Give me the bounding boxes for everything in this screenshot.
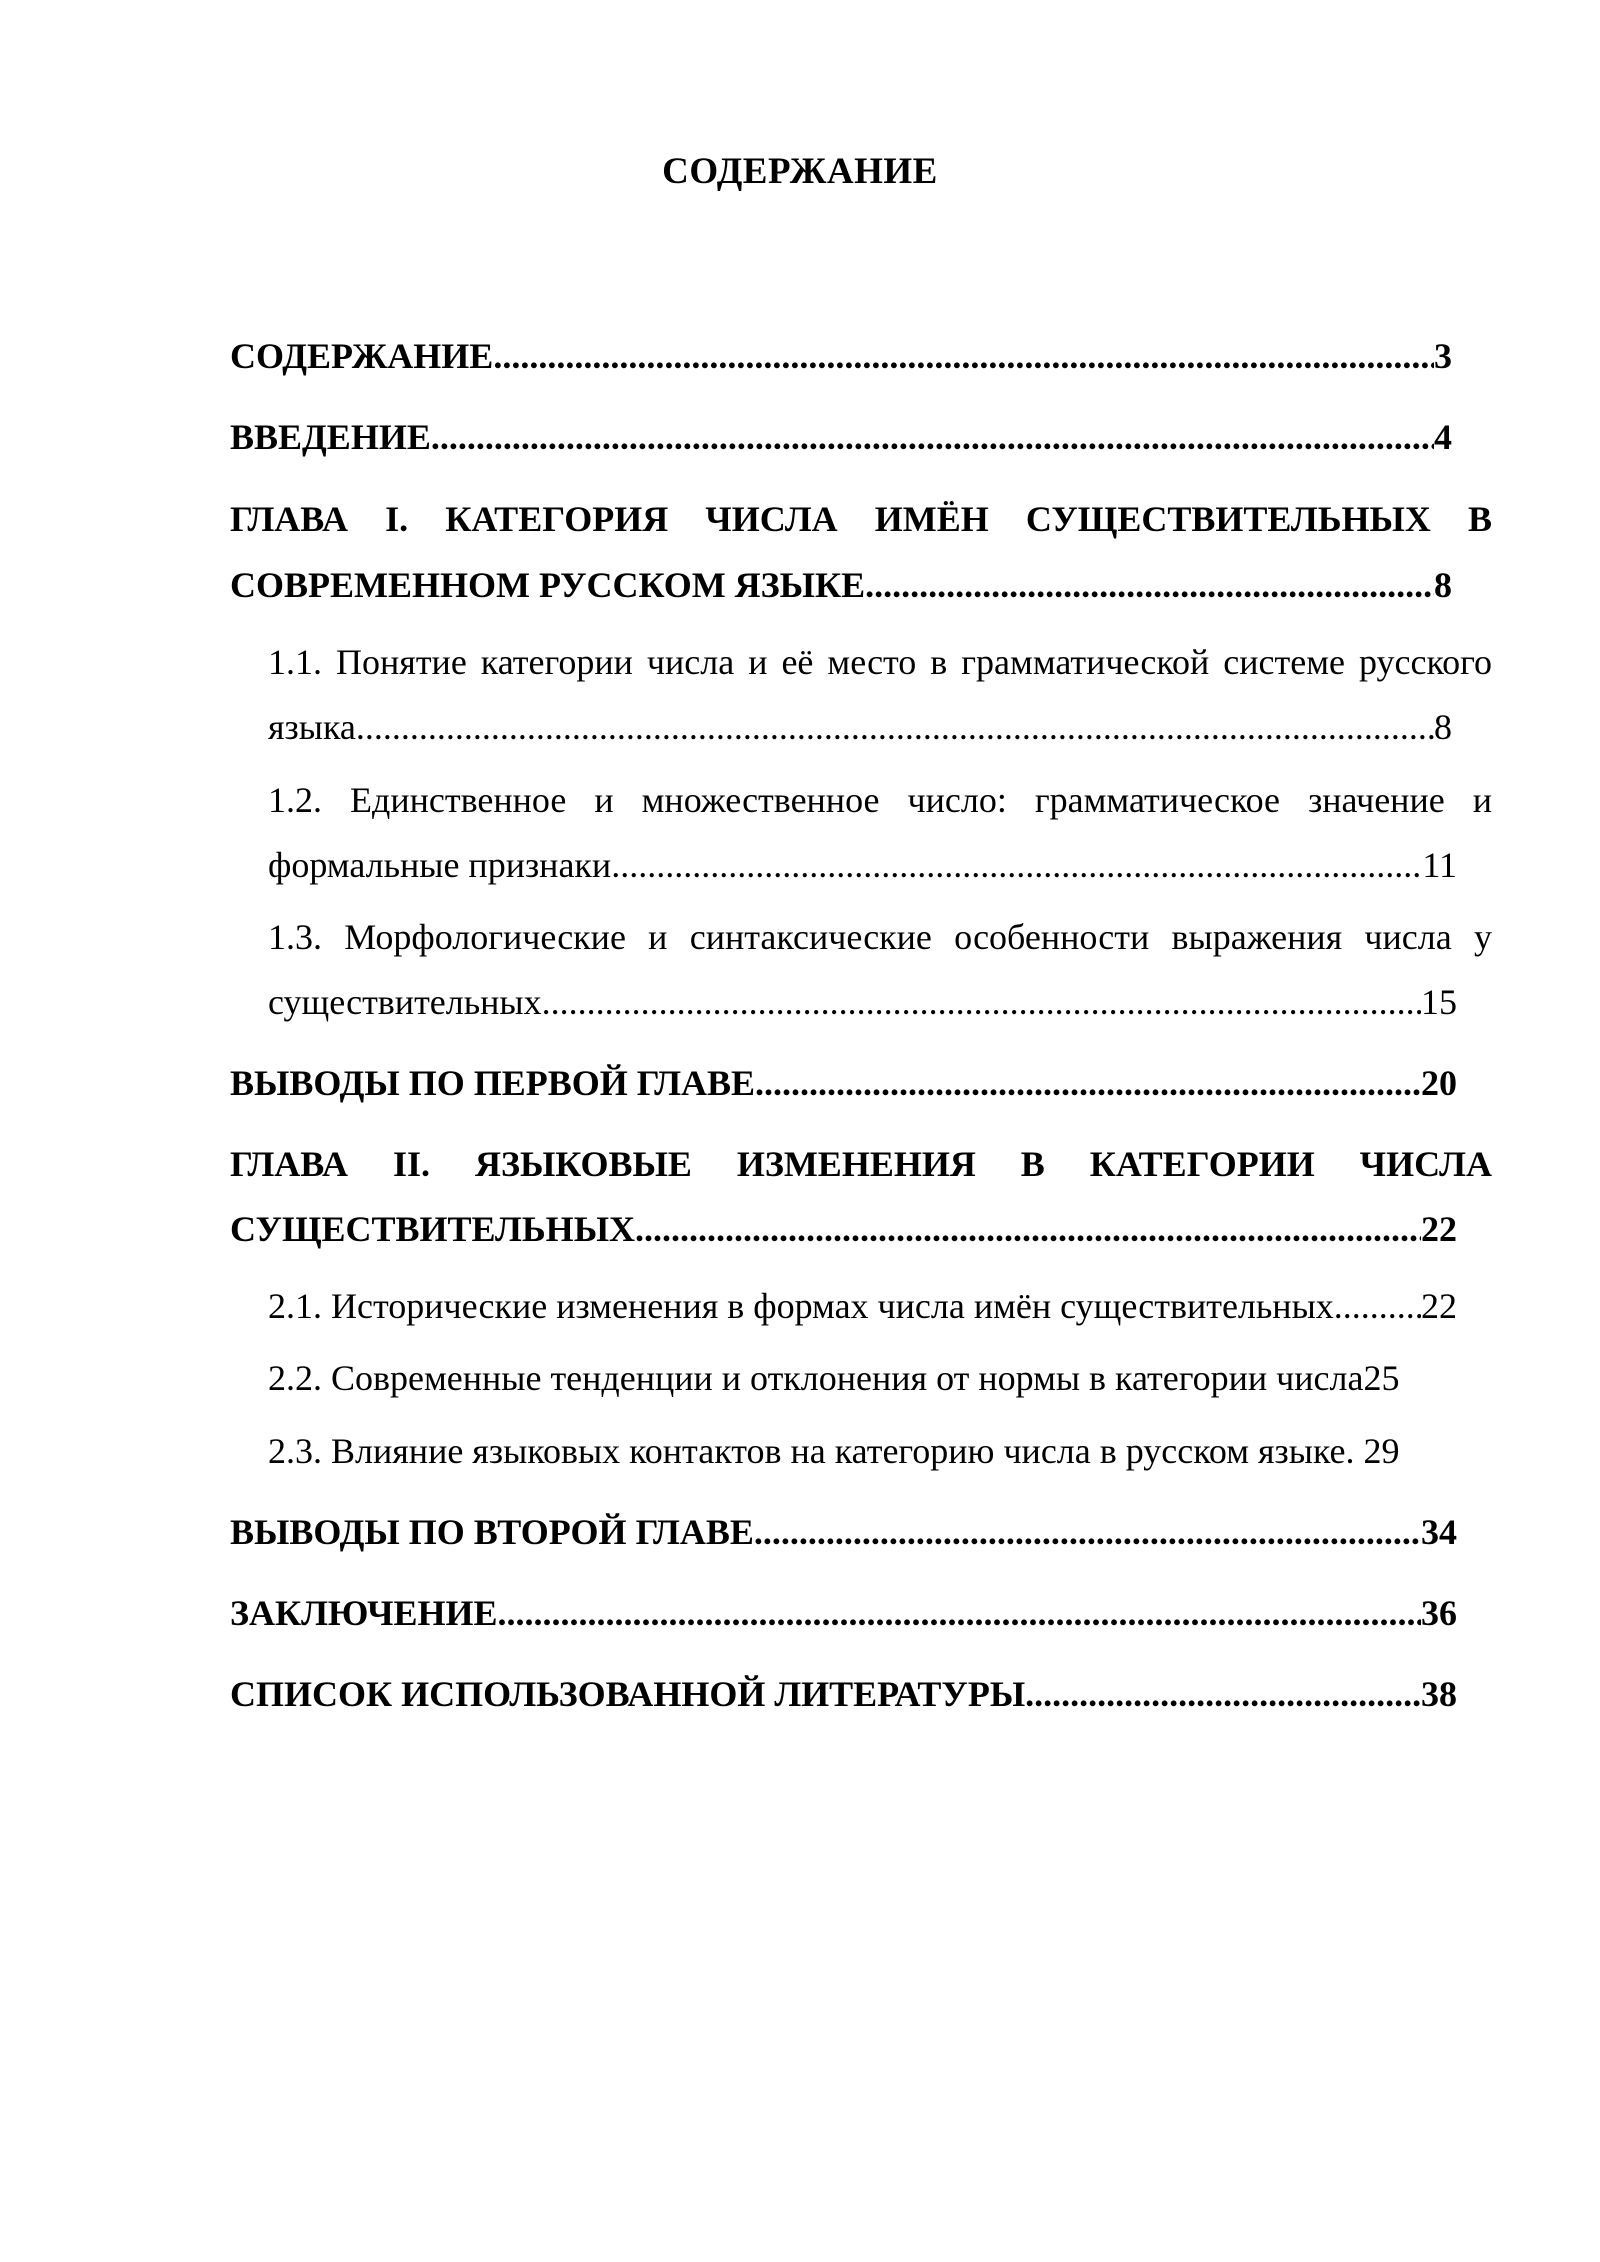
toc-leader-dots — [431, 411, 1434, 463]
toc-entry-chapter2-line1[interactable]: ГЛАВА II. ЯЗЫКОВЫЕ ИЗМЕНЕНИЯ В КАТЕГОРИИ ЧИСЛА — [230, 1144, 1492, 1184]
toc-entry-2-2[interactable] — [268, 1352, 1468, 1404]
toc-entry-1-3-line1[interactable]: 1.3. Морфологические и синтаксические особенности выражения числа у — [268, 917, 1492, 957]
toc-entry-label: ВЫВОДЫ ПО ВТОРОЙ ГЛАВЕ — [230, 1512, 754, 1552]
toc-entry-chapter1-line1[interactable]: ГЛАВА I. КАТЕГОРИЯ ЧИСЛА ИМЁН СУЩЕСТВИТЕЛЬНЫХ В — [230, 499, 1492, 539]
toc-entry-2-3[interactable] — [268, 1425, 1468, 1477]
toc-entry-chapter1-line2[interactable] — [230, 559, 1452, 611]
toc-entry-1-2-line1[interactable]: 1.2. Единственное и множественное число: грамматическое значение и — [268, 780, 1492, 820]
toc-entry-label: 2.3. Влияние языковых контактов на категорию числа в русском языке. — [268, 1431, 1355, 1471]
toc-leader-dots — [542, 976, 1421, 1028]
toc-leader-dots — [1334, 1280, 1421, 1332]
toc-entry-introduction[interactable] — [230, 411, 1452, 463]
toc-entry-bibliography[interactable] — [230, 1668, 1457, 1720]
toc-page-number: 29 — [1363, 1431, 1400, 1471]
page-title: СОДЕРЖАНИЕ — [662, 151, 938, 192]
toc-page-number: 22 — [1421, 1286, 1457, 1326]
toc-entry-label: 2.2. Современные тенденции и отклонения от нормы в категории числа — [268, 1358, 1364, 1398]
toc-page-number: 22 — [1421, 1209, 1457, 1249]
toc-page-number: 15 — [1421, 982, 1457, 1022]
toc-leader-dots — [498, 1587, 1421, 1639]
toc-entry-label: СОДЕРЖАНИЕ — [230, 336, 494, 376]
toc-entry-contents[interactable] — [230, 330, 1452, 382]
toc-entry-conclusions-chapter1[interactable] — [230, 1057, 1457, 1109]
toc-page-number: 38 — [1421, 1674, 1457, 1714]
toc-leader-dots — [754, 1506, 1421, 1558]
toc-leader-dots — [611, 839, 1422, 891]
toc-entry-2-1[interactable] — [268, 1280, 1457, 1332]
toc-entry-1-1-line2[interactable] — [268, 701, 1452, 753]
toc-page-number: 8 — [1434, 707, 1452, 747]
toc-entry-chapter2-line2[interactable] — [230, 1203, 1457, 1255]
toc-page-number: 8 — [1434, 565, 1452, 605]
toc-entry-label: ЗАКЛЮЧЕНИЕ — [230, 1593, 498, 1633]
toc-entry-conclusion[interactable] — [230, 1587, 1457, 1639]
toc-page-number: 4 — [1434, 417, 1452, 457]
toc-entry-label: СОВРЕМЕННОМ РУССКОМ ЯЗЫКЕ — [230, 565, 866, 605]
toc-entry-conclusions-chapter2[interactable] — [230, 1506, 1457, 1558]
toc-leader-dots — [1025, 1668, 1421, 1720]
toc-page-number: 25 — [1363, 1358, 1400, 1398]
toc-leader-dots — [493, 330, 1434, 382]
toc-page-number: 11 — [1422, 845, 1457, 885]
toc-entry-1-3-line2[interactable] — [268, 976, 1457, 1028]
toc-entry-label: СПИСОК ИСПОЛЬЗОВАННОЙ ЛИТЕРАТУРЫ — [230, 1674, 1026, 1714]
toc-page-number: 34 — [1421, 1512, 1457, 1552]
toc-leader-dots — [356, 701, 1434, 753]
toc-entry-1-1-line1[interactable]: 1.1. Понятие категории числа и её место в грамматической системе русского — [268, 642, 1492, 682]
toc-entry-label: ВВЕДЕНИЕ — [230, 417, 431, 457]
toc-page-number: 3 — [1434, 336, 1452, 376]
toc-entry-label: СУЩЕСТВИТЕЛЬНЫХ — [230, 1209, 636, 1249]
toc-entry-label: существительных — [268, 982, 542, 1022]
toc-leader-dots — [635, 1203, 1421, 1255]
toc-entry-label: формальные признаки — [268, 845, 612, 885]
toc-leader-dots — [755, 1057, 1421, 1109]
toc-entry-label: языка — [268, 707, 356, 747]
toc-leader-dots — [865, 559, 1434, 611]
toc-page-number: 20 — [1421, 1063, 1457, 1103]
toc-entry-label: 2.1. Исторические изменения в формах числа имён существительных — [268, 1286, 1334, 1326]
toc-page-number: 36 — [1421, 1593, 1457, 1633]
toc-entry-1-2-line2[interactable] — [268, 839, 1457, 891]
toc-entry-label: ВЫВОДЫ ПО ПЕРВОЙ ГЛАВЕ — [230, 1063, 756, 1103]
